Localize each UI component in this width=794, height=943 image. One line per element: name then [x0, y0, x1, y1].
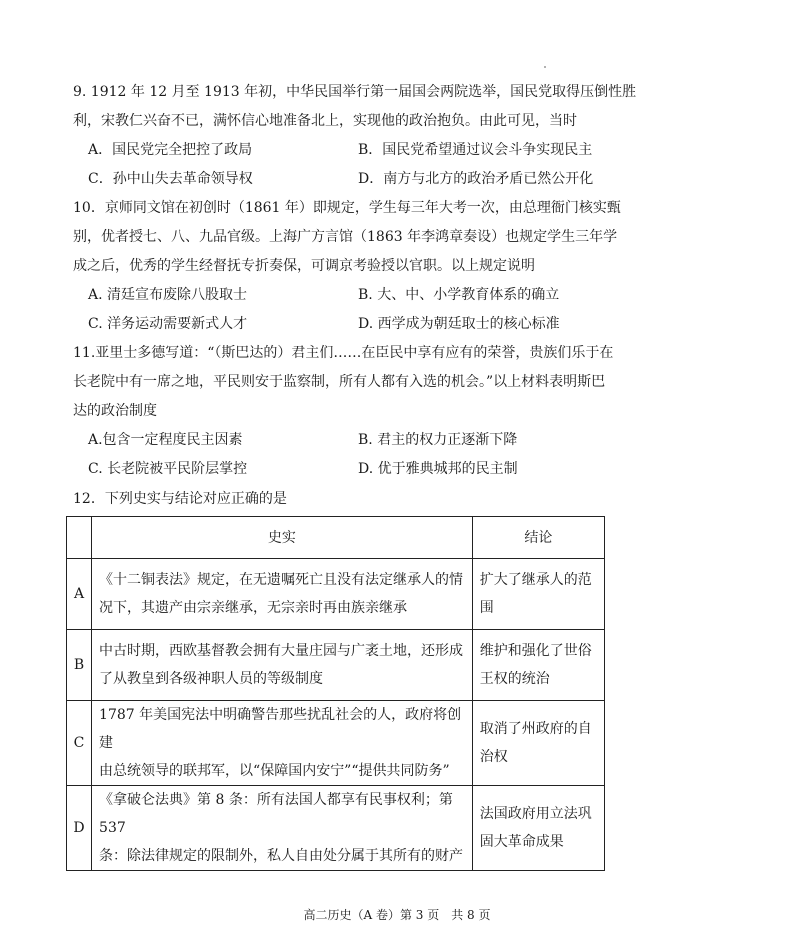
header-conclusion: 结论: [472, 517, 604, 559]
scan-speck: [544, 66, 546, 68]
row-fact-line: 由总统领导的联邦军，以“保障国内安宁”“提供共同防务”: [99, 763, 450, 779]
row-conclusion-line: 治权: [479, 749, 508, 765]
q10-option-a: A. 清廷宣布废除八股取士: [88, 287, 248, 303]
q10-option-c: C. 洋务运动需要新式人才: [88, 316, 248, 332]
row-conclusion: [472, 701, 604, 786]
row-fact: [92, 786, 473, 871]
header-label-cell: [67, 517, 92, 559]
row-label: D: [67, 786, 92, 871]
row-fact-line: 条：除法律规定的限制外，私人自由处分属于其所有的财产: [99, 848, 464, 864]
q11-option-b: B. 君主的权力正逐渐下降: [358, 432, 518, 448]
row-conclusion: [472, 559, 604, 630]
q11-stem-line-2: 长老院中有一席之地，平民则安于监察制，所有人都有入选的机会。”以上材料表明斯巴: [73, 374, 606, 390]
q9-stem-line-1: 9. 1912 年 12 月至 1913 年初，中华民国举行第一届国会两院选举，国民党取得压倒性胜: [73, 84, 637, 100]
page-footer: 高二历史（A 卷）第 3 页 共 8 页: [303, 908, 491, 922]
header-fact: 史实: [92, 517, 473, 559]
q12-stem: 12．下列史实与结论对应正确的是: [73, 491, 287, 507]
q11-stem-line-3: 达的政治制度: [73, 403, 157, 419]
q9-stem-line-2: 利，宋教仁兴奋不已，满怀信心地准备北上，实现他的政治抱负。由此可见，当时: [73, 113, 577, 129]
q11-option-d: D. 优于雅典城邦的民主制: [358, 461, 518, 477]
q10-stem-line-1: 10．京师同文馆在初创时（1861 年）即规定，学生每三年大考一次，由总理衙门核实甄: [73, 200, 621, 216]
q11-option-a: A.包含一定程度民主因素: [88, 432, 243, 448]
row-fact-line: 了从教皇到各级神职人员的等级制度: [99, 671, 324, 687]
row-conclusion-line: 取消了州政府的自: [479, 721, 592, 737]
table-row: [67, 559, 605, 630]
row-fact: [92, 630, 473, 701]
row-fact-line: 况下，其遗产由宗亲继承，无宗亲时再由族亲继承: [99, 600, 408, 616]
q9-option-a: A．国民党完全把控了政局: [88, 142, 253, 158]
q9-option-b: B．国民党希望通过议会斗争实现民主: [358, 142, 593, 158]
row-conclusion-line: 维护和强化了世俗: [479, 643, 592, 659]
row-conclusion: [472, 786, 604, 871]
q11-option-c: C. 长老院被平民阶层掌控: [88, 461, 248, 477]
row-conclusion-line: 固大革命成果: [479, 834, 564, 850]
q9-option-d: D．南方与北方的政治矛盾已然公开化: [358, 171, 594, 187]
q11-stem-line-1: 11.亚里士多德写道：“（斯巴达的）君主们……在臣民中享有应有的荣誉，贵族们乐于在: [73, 345, 614, 361]
table-row: [67, 701, 605, 786]
row-conclusion-line: 围: [479, 600, 494, 616]
q10-option-d: D. 西学成为朝廷取士的核心标准: [358, 316, 560, 332]
row-fact-line: 1787 年美国宪法中明确警告那些扰乱社会的人，政府将创建: [99, 707, 462, 751]
row-fact-line: 中古时期，西欧基督教会拥有大量庄园与广袤土地，还形成: [99, 643, 464, 659]
table-row: [67, 630, 605, 701]
row-label: B: [67, 630, 92, 701]
row-fact-line: 《拿破仑法典》第 8 条：所有法国人都享有民事权利；第 537: [99, 792, 453, 836]
row-conclusion-line: 法国政府用立法巩: [479, 806, 592, 822]
row-fact: [92, 559, 473, 630]
row-fact-line: 《十二铜表法》规定，在无遗嘱死亡且没有法定继承人的情: [99, 572, 464, 588]
row-conclusion-line: 王权的统治: [479, 671, 550, 687]
row-conclusion: [472, 630, 604, 701]
q9-option-c: C．孙中山失去革命领导权: [88, 171, 253, 187]
table-header-row: [67, 517, 605, 559]
q10-stem-line-3: 成之后，优秀的学生经督抚专折奏保，可调京考验授以官职。以上规定说明: [73, 258, 535, 274]
row-fact: [92, 701, 473, 786]
table-row: [67, 786, 605, 871]
q12-table: [66, 516, 605, 871]
row-label: C: [67, 701, 92, 786]
q10-option-b: B. 大、中、小学教育体系的确立: [358, 287, 560, 303]
q10-stem-line-2: 别，优者授七、八、九品官级。上海广方言馆（1863 年李鸿章奏设）也规定学生三年学: [73, 229, 618, 245]
row-conclusion-line: 扩大了继承人的范: [479, 572, 592, 588]
row-label: A: [67, 559, 92, 630]
